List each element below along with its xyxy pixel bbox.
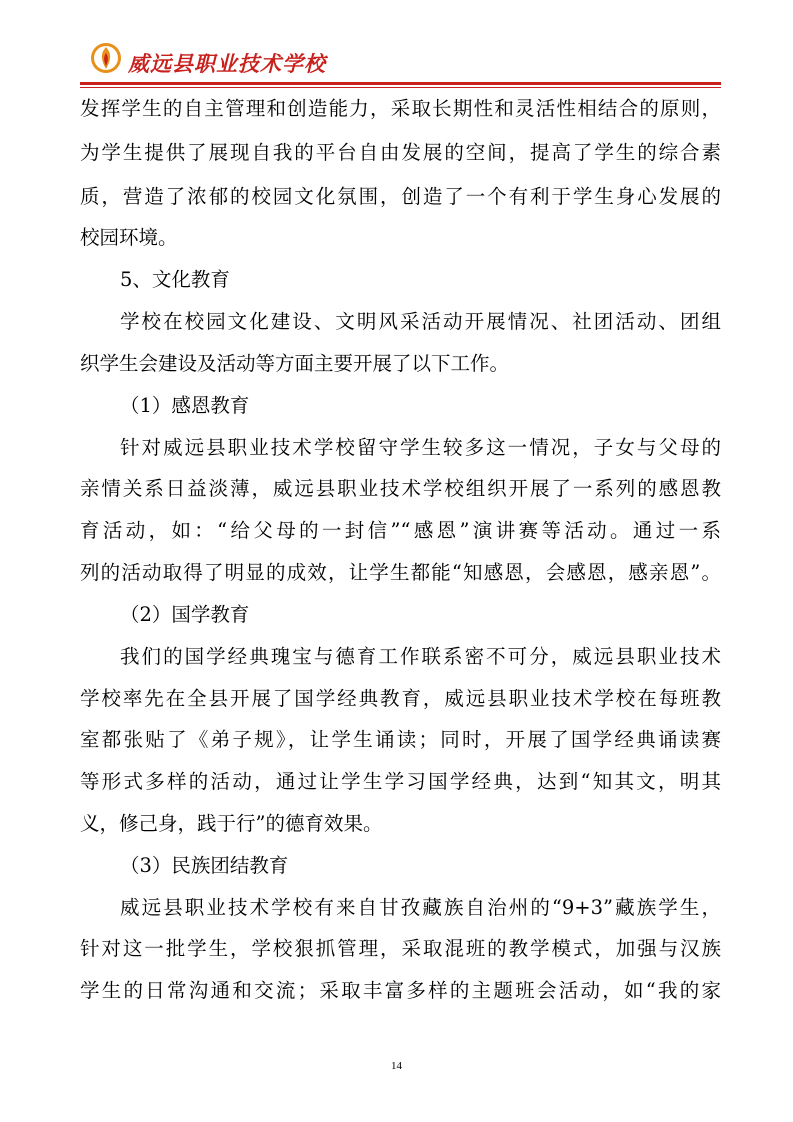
page-header [80,28,720,82]
text-line: 学校在校园文化建设、文明风采活动开展情况、社团活动、团组 [120,310,721,333]
text-line: 校园环境。 [80,226,178,249]
text-line: 发挥学生的自主管理和创造能力，采取长期性和灵活性相结合的原则， [80,97,721,120]
text-line: （3）民族团结教育 [120,854,289,877]
text-line: 等形式多样的活动，通过让学生学习国学经典，达到“知其文，明其 [80,770,721,793]
text-line: 育活动，如：“给父母的一封信”“感恩”演讲赛等活动。通过一系 [80,519,721,542]
text-line: 我们的国学经典瑰宝与德育工作联系密不可分，威远县职业技术 [120,645,721,668]
header-divider-thin [80,87,721,88]
text-line: 为学生提供了展现自我的平台自由发展的空间，提高了学生的综合素 [80,141,721,164]
text-line: 义，修己身，践于行”的德育效果。 [80,812,383,835]
text-line: 质，营造了浓郁的校园文化氛围，创造了一个有利于学生身心发展的 [80,185,721,208]
page-number: 14 [391,1060,402,1072]
text-line: （1）感恩教育 [120,394,250,417]
text-line: 织学生会建设及活动等方面主要开展了以下工作。 [80,352,510,375]
text-line: 亲情关系日益淡薄，威远县职业技术学校组织开展了一系列的感恩教 [80,477,721,500]
text-line: 学校率先在全县开展了国学经典教育，威远县职业技术学校在每班教 [80,687,721,710]
text-line: 5、文化教育 [120,268,230,291]
header-divider [80,82,721,85]
text-line: 针对威远县职业技术学校留守学生较多这一情况，子女与父母的 [120,436,721,459]
text-line: （2）国学教育 [120,603,250,626]
flame-logo-icon [90,42,122,74]
text-line: 列的活动取得了明显的成效，让学生都能“知感恩，会感恩，感亲恩”。 [80,561,721,584]
text-line: 威远县职业技术学校有来自甘孜藏族自治州的“9+3”藏族学生， [120,896,721,919]
text-line: 学生的日常沟通和交流；采取丰富多样的主题班会活动，如“我的家 [80,979,721,1002]
text-line: 针对这一批学生，学校狠抓管理，采取混班的教学模式，加强与汉族 [80,937,721,960]
text-line: 室都张贴了《弟子规》，让学生诵读；同时，开展了国学经典诵读赛 [80,728,721,751]
school-name: 威远县职业技术学校 [128,52,326,76]
